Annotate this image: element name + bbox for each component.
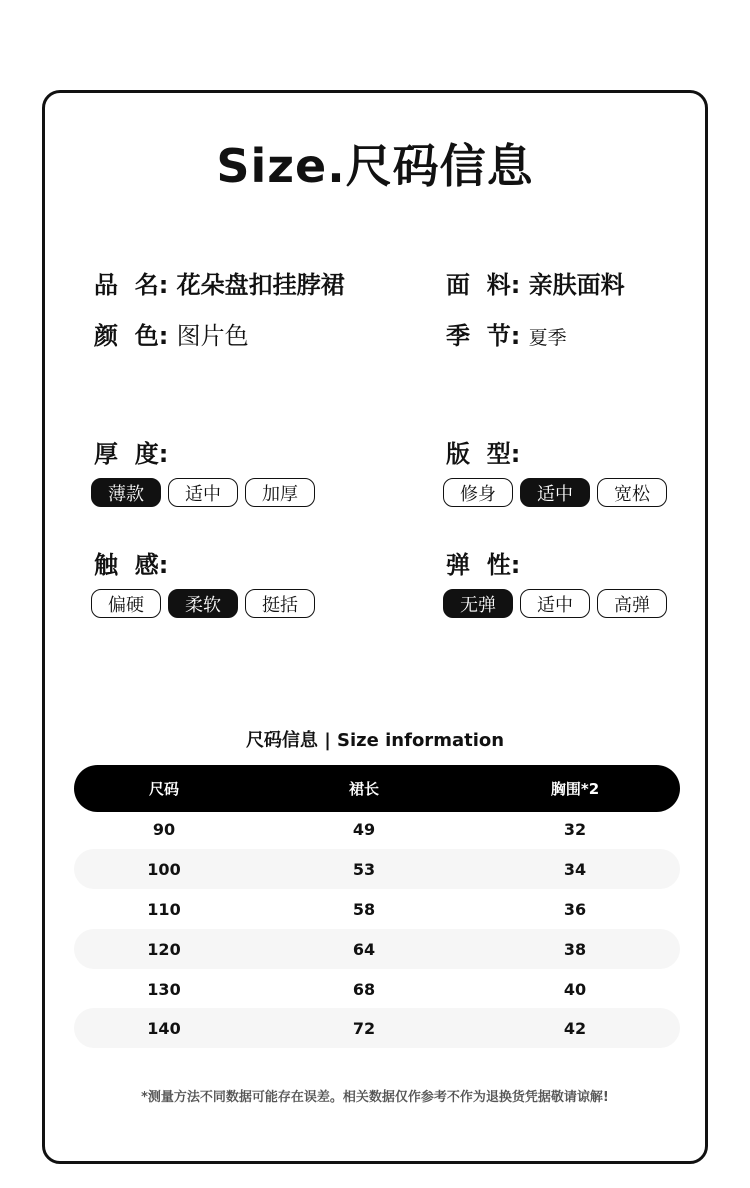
table-row (74, 889, 680, 929)
elasticity-option: 适中 (520, 589, 590, 618)
cell-length: 64 (352, 939, 376, 959)
elasticity-option: 无弹 (443, 589, 513, 618)
product-name-row (94, 265, 345, 300)
thickness-label: 厚 度: (94, 440, 169, 468)
season-value: 夏季 (528, 327, 567, 349)
fit-option: 适中 (520, 478, 590, 507)
cell-size: 120 (147, 939, 181, 959)
color-label: 颜 色: (94, 322, 169, 350)
feel-options (91, 589, 315, 618)
cell-bust: 34 (563, 859, 587, 879)
cell-size: 100 (147, 859, 181, 879)
header-length: 裙长 (348, 780, 379, 798)
cell-length: 49 (352, 819, 376, 839)
fit-label: 版 型: (446, 440, 521, 468)
disclaimer-note: *测量方法不同数据可能存在误差。相关数据仅作参考不作为退换货凭据敬请谅解! (141, 1090, 609, 1105)
size-table-header (74, 765, 680, 812)
cell-bust: 38 (563, 939, 587, 959)
cell-length: 68 (352, 979, 376, 999)
elasticity-label: 弹 性: (446, 551, 521, 579)
thickness-option: 加厚 (245, 478, 315, 507)
elasticity-option: 高弹 (597, 589, 667, 618)
cell-bust: 36 (563, 899, 587, 919)
size-table-title: 尺码信息 | Size information (245, 730, 505, 751)
feel-option: 柔软 (168, 589, 238, 618)
feel-label: 触 感: (94, 551, 169, 579)
table-row (74, 849, 680, 889)
cell-bust: 32 (563, 819, 587, 839)
thickness-option: 薄款 (91, 478, 161, 507)
fit-option: 修身 (443, 478, 513, 507)
cell-bust: 40 (563, 979, 587, 999)
feel-option: 挺括 (245, 589, 315, 618)
cell-size: 140 (147, 1018, 181, 1038)
table-row (74, 809, 680, 849)
season-label: 季 节: (446, 322, 521, 350)
fabric-row (446, 265, 625, 300)
page-title: Size.尺码信息 (216, 139, 534, 193)
cell-size: 130 (147, 979, 181, 999)
color-row (94, 316, 249, 351)
fabric-label: 面 料: (446, 271, 521, 299)
table-row (74, 969, 680, 1009)
cell-length: 58 (352, 899, 376, 919)
fabric-value: 亲肤面料 (528, 271, 625, 299)
fit-options (443, 478, 667, 507)
feel-option: 偏硬 (91, 589, 161, 618)
color-value: 图片色 (176, 322, 249, 350)
thickness-option: 适中 (168, 478, 238, 507)
elasticity-options (443, 589, 667, 618)
header-bust: 胸围*2 (550, 780, 600, 798)
cell-length: 72 (352, 1018, 376, 1038)
season-row (446, 316, 567, 351)
thickness-options (91, 478, 315, 507)
cell-length: 53 (352, 859, 376, 879)
cell-size: 110 (147, 899, 181, 919)
table-row (74, 1008, 680, 1048)
header-size: 尺码 (148, 780, 179, 798)
product-name-label: 品 名: (94, 271, 169, 299)
table-row (74, 929, 680, 969)
cell-size: 90 (152, 819, 176, 839)
cell-bust: 42 (563, 1018, 587, 1038)
product-name-value: 花朵盘扣挂脖裙 (176, 271, 345, 299)
fit-option: 宽松 (597, 478, 667, 507)
